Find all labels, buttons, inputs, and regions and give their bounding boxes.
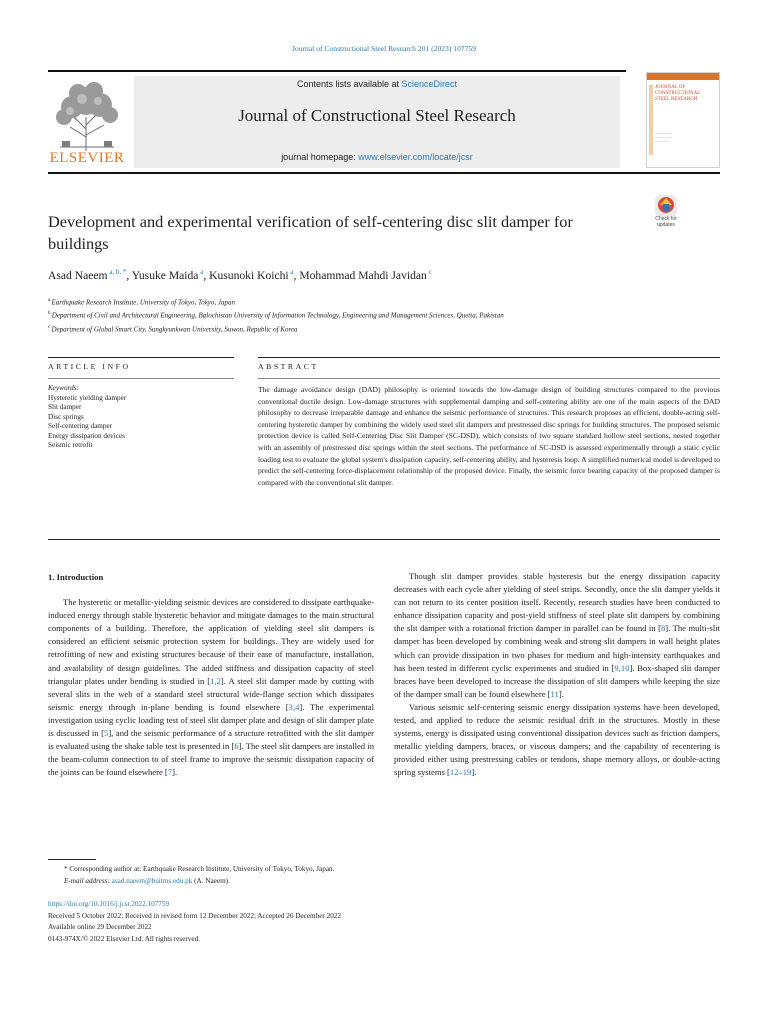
- running-head[interactable]: Journal of Constructional Steel Research 201 (2023) 107759: [291, 44, 477, 53]
- masthead-bottom-rule: [48, 172, 720, 174]
- footnote-rule: [48, 859, 96, 860]
- author-affiliation-marker[interactable]: a: [288, 268, 294, 276]
- affiliation-marker: c: [48, 324, 52, 330]
- journal-band: [134, 76, 620, 168]
- keywords-block: [48, 384, 234, 451]
- abstract-top-rule: [258, 357, 720, 358]
- paragraph-text: ]. Box-shaped slit damper braces have been developed to increase the dissipation of slit dampers while keeping the size of the damper small can be found elsewhere [: [394, 662, 720, 699]
- email-suffix: (A. Naeem).: [192, 876, 230, 885]
- affiliation: [48, 308, 688, 321]
- cover-side-stripe: [649, 85, 653, 155]
- keyword: Energy dissipation devices: [48, 431, 125, 440]
- paragraph-text: Though slit damper provides stable hysteresis but the energy dissipation capacity decreases with each cycle after yielding of steel strips. Secondly, once the slit damper yields it can not return to its center position itself. Recently, research studies have been conducted to enhance dissipation capacity and post-yield stiffness of steel plate slit dampers by combining the slit damper with a rotational friction damper in parallel can be found in [: [394, 571, 720, 634]
- abstract-heading: ABSTRACT: [258, 362, 319, 371]
- article-info-heading: ARTICLE INFO: [48, 362, 131, 371]
- check-updates-icon: [646, 194, 686, 218]
- body-paragraph: [394, 570, 720, 701]
- abstract-text: The damage avoidance design (DAD) philosophy is oriented towards the low-damage design of building structures compared to the previous conventional ductile design. Low-damage structures with supplemental damping and self-centering ability are one of the main aspects of the DAD philosophy to decrease irreparable damage and enhance the seismic performance of structures. This research proposes an efficient, double-acting self-centering hysteretic damper by combining the widely used steel slit dampers and prestressed disc springs for building structures. The proposed seismic protection device is called Self-Centering Disc Slit Damper (SC-DSD), which consists of two square standard hollow steel sections, nested together with an assembly of prestressed disc springs within the steel sections. The performance of SC-DSD is assessed experimentally through a static cyclic loading test to evaluate the global system's dissipation capacity, self-centering ability, and hysteresis loop. A simplified numerical model is developed to predict the self-centering force-displacement relationship of the proposed device. Finally, the seismic force bearing capacity of the proposed damper is compared with the conventional slit damper.: [258, 385, 720, 487]
- author-name[interactable]: Kusunoki Koichi: [209, 268, 289, 282]
- email-label: E-mail address:: [64, 876, 112, 885]
- citation-link[interactable]: 5: [104, 728, 109, 739]
- keyword: Disc springs: [48, 412, 84, 421]
- check-updates-label: Check for updates: [655, 216, 677, 228]
- check-for-updates-badge[interactable]: [646, 194, 686, 234]
- contents-prefix: Contents lists available at: [296, 79, 402, 89]
- paragraph-text: ]. The experimental investigation using cyclic loading test of steel slit damper plate and design of slit damper plate is discussed in [: [48, 701, 374, 739]
- body-column-right: [394, 570, 720, 780]
- affiliation-text: Earthquake Research Institute, University of Tokyo, Tokyo, Japan: [51, 298, 236, 307]
- received-dates: Received 5 October 2022; Received in revised form 12 December 2022; Accepted 26 December 2022: [48, 911, 341, 920]
- citation-link[interactable]: 8: [660, 623, 666, 634]
- article-info-top-rule: [48, 357, 234, 358]
- section-heading-introduction: 1. Introduction: [48, 572, 104, 582]
- available-online: Available online 29 December 2022: [48, 923, 152, 932]
- paragraph-text: The hysteretic or metallic-yielding seismic devices are considered to dissipate earthquake-induced energy through stable hysteretic behavior and mitigate damages to the main structural components of a building. Therefore, the application of yielding steel slit dampers is considered an efficient seismic protection system for buildings. They are widely used for retrofitting of new and existing structures because of their ease of manufacture, installation, and availability of design guidelines. The added stiffness and dissipation capacity of steel triangular plates under bending is studied in [: [48, 597, 374, 686]
- author-affiliation-marker[interactable]: a, b, *: [107, 268, 127, 276]
- left-paragraphs: [48, 596, 374, 779]
- homepage-prefix: journal homepage:: [281, 152, 359, 162]
- paragraph-text: ].: [471, 767, 477, 778]
- right-paragraphs: [394, 570, 720, 780]
- citation-link[interactable]: 12–19: [449, 767, 472, 778]
- citation-link[interactable]: 6: [234, 741, 239, 752]
- keyword: Self-centering damper: [48, 422, 113, 430]
- paragraph-text: ], and the seismic performance of a structure retrofitted with the slit damper is evaluated using the shake table test is presented in [: [48, 728, 375, 752]
- citation-link[interactable]: 3,4: [288, 701, 300, 712]
- article-title: Development and experimental verification of self-centering disc slit damper for buildings: [48, 212, 573, 253]
- body-paragraph: [394, 701, 720, 780]
- publication-info: [48, 899, 720, 945]
- affiliation-text: Department of Civil and Architectural Engineering, Balochistan University of Information Technology, Engineering and Management Sciences, Quetta, Pakistan: [51, 311, 504, 320]
- email-note: [48, 876, 720, 888]
- keyword: Seismic retrofit: [48, 441, 93, 449]
- keywords-label: Keywords:: [48, 384, 79, 392]
- corresponding-author-note: * Corresponding author at: Earthquake Research Institute, University of Tokyo, Tokyo, Japan.: [64, 865, 335, 873]
- masthead-top-rule: [48, 70, 626, 72]
- article-info-rule: [48, 378, 234, 379]
- journal-title[interactable]: Journal of Constructional Steel Research: [238, 106, 516, 125]
- author-list: Asad Naeem $^{a, b, *}$, Yusuke Maida $^a$, Kusunoki Koichi $^a$, Mohammad Mahdi Javidan $^c$: [48, 268, 432, 282]
- cover-title: JOURNAL OF CONSTRUCTIONAL STEEL RESEARCH: [655, 85, 701, 102]
- publisher-name: ELSEVIER: [49, 150, 125, 166]
- keyword: Hysteretic yielding damper: [48, 393, 127, 402]
- contents-line: [134, 79, 620, 89]
- citation-link[interactable]: 7: [167, 767, 173, 778]
- footnotes: [48, 864, 720, 887]
- paragraph-text: ]. A steel slit damper made by cutting with several slits in the web of a standard steel structural wide-flange section which dissipates seismic energy through in-plane bending is found elsewhere [: [48, 675, 374, 712]
- paragraph-text: ]. The multi-slit damper has been developed by combining weak and strong slit dampers in wall height plates which can provide dissipation in two phases for medium and high-intensity earthquakes and has been tested in different cyclic experiments and studied in [: [394, 623, 720, 673]
- abstract-rule: [258, 378, 720, 379]
- affiliation-text: Department of Global Smart City, Sungkyunkwan University, Suwon, Republic of Korea: [51, 324, 298, 333]
- affiliation: [48, 295, 688, 308]
- author-name[interactable]: Mohammad Mahdi Javidan: [299, 268, 427, 282]
- author-name[interactable]: Yusuke Maida: [131, 268, 199, 282]
- keywords-list: [48, 394, 234, 451]
- body-paragraph: [48, 596, 374, 779]
- affiliation-marker: b: [48, 311, 52, 317]
- citation-link[interactable]: 9,10: [614, 662, 630, 673]
- author-name[interactable]: Asad Naeem: [48, 268, 108, 282]
- sciencedirect-link[interactable]: ScienceDirect: [401, 79, 458, 89]
- keyword: Slit damper: [48, 403, 82, 411]
- homepage-link[interactable]: www.elsevier.com/locate/jcsr: [358, 152, 473, 162]
- body-column-left: [48, 570, 374, 779]
- citation-link[interactable]: 11: [550, 688, 559, 699]
- cover-bar: [647, 73, 719, 80]
- citation-link[interactable]: 1,2: [210, 675, 221, 686]
- copyright-line: 0143-974X/© 2022 Elsevier Ltd. All rights reserved.: [48, 934, 200, 943]
- journal-masthead: [48, 70, 720, 172]
- homepage-line: [134, 152, 620, 162]
- abstract-bottom-rule: [48, 539, 720, 540]
- author-affiliation-marker[interactable]: c: [426, 268, 432, 276]
- doi-link[interactable]: https://doi.org/10.1016/j.jcsr.2022.107759: [48, 900, 170, 908]
- author-affiliation-marker[interactable]: a: [198, 268, 204, 276]
- email-link[interactable]: asad.naeem@buitms.edu.pk: [111, 876, 193, 885]
- paragraph-text: ].: [558, 688, 564, 699]
- cover-editors: ──────── ──────── ──────: [655, 131, 673, 143]
- affiliation: [48, 322, 688, 335]
- paragraph-text: ].: [172, 767, 178, 778]
- affiliation-list: [48, 295, 688, 335]
- journal-cover-image[interactable]: [646, 72, 720, 168]
- paragraph-text: ]. The steel slit dampers are installed in the beam-column connection to of steel frame to improve the seismic dissipation capacity of the joints can be found elsewhere [: [48, 741, 374, 778]
- affiliation-marker: a: [48, 298, 52, 303]
- paragraph-text: Various seismic self-centering seismic energy dissipation systems have been developed, tested, and applied to reduce the seismic residual drift in the structures. Mostly in these systems, energy is dissipated using conventional dissipation devices such as friction dampers, metallic yielding dampers, braces, or viscous dampers; and the capability of recentering is provided either using prestressing cables or tendons, shape memory alloys, or double-acting spring systems [: [394, 701, 720, 778]
